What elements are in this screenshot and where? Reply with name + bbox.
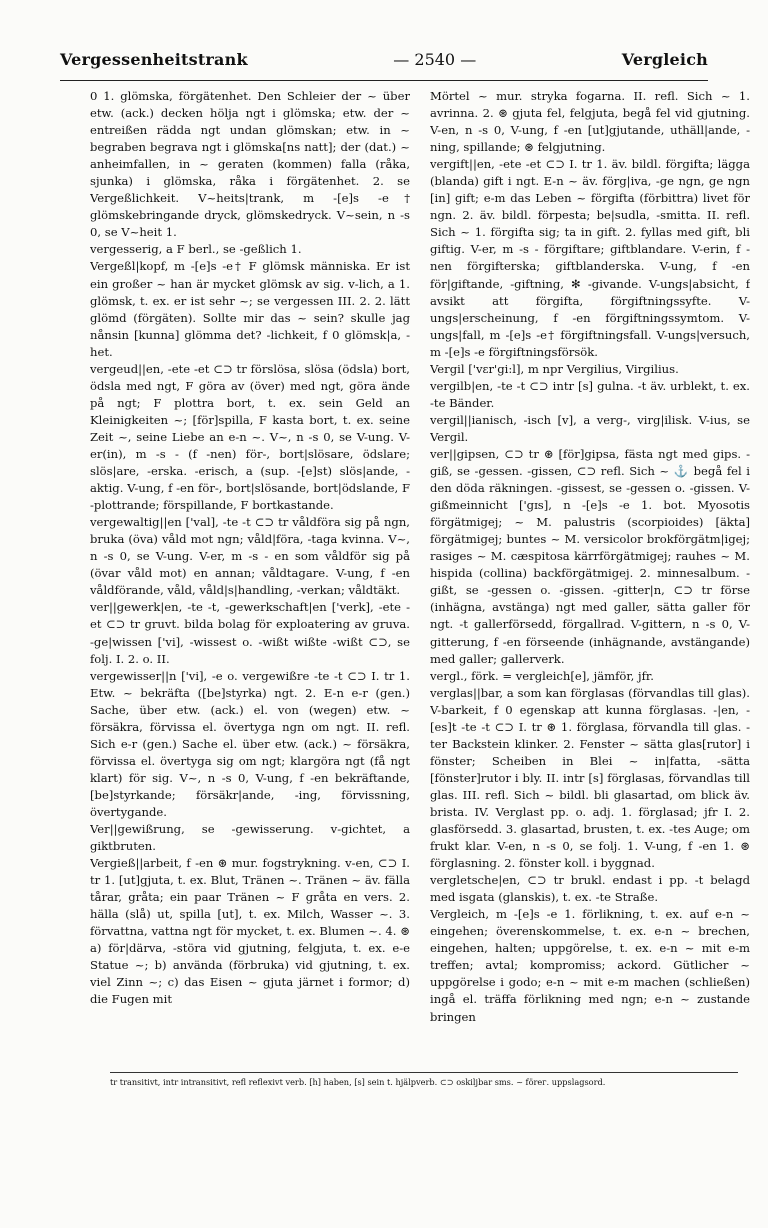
page-header <box>60 50 708 76</box>
dictionary-entry: Vergieß||arbeit, f -en ⊛ mur. fogstrykning. v-en, ⊂⊃ I. tr 1. [ut]gjuta, t. ex. Blut, Tränen ~. Tränen ~ äv. fälla tårar, gråta; ein paar Tränen ~ F gråta en vers. 2. hälla (slå) ut, spilla [ut], t. ex. Milch, Wasser ~. 3. förvattna, vattna ngt för mycket, t. ex. Blumen ~. 4. ⊛ a) för|därva, -störa vid gjutning, felgjuta, t. ex. e-e Statue ~; b) använda (förbruka) vid gjutning, t. ex. viel Zinn ~; c) das Eisen ~ gjuta järnet i formor; d) die Fugen mit <box>90 856 410 1007</box>
page-number: — 2540 — <box>393 50 477 69</box>
dictionary-entry: ver||gipsen, ⊂⊃ tr ⊛ [för]gipsa, fästa ngt med gips. -giß, se -gessen. -gissen, ⊂⊃ refl. Sich ~ ⚓ begå fel i den döda räkningen. -gissest, se -gessen o. -gissen. V-gißmeinnicht ['gɪs], n -[e]s -e 1. bot. Myosotis förgätmigej; ~ M. palustris (scorpioides) [äkta] förgätmigej; buntes ~ M. versicolor brokförgätm|igej; rasiges ~ M. cæspitosa kärrförgätmigej; rauhes ~ M. hispida (collina) backförgätmigej. 2. minnesalbum. -gißt, se -gessen o. -gissen. -gitter|n, ⊂⊃ tr förse (inhägna, avstänga) ngt med galler, sätta galler för ngt. -t gallerförsedd, förgallrad. V-gittern, n -s 0, V-gitterung, f -en förseende (inhägnande, avstängande) med galler; gallerverk. <box>430 446 750 666</box>
dictionary-entry: vergl., förk. = vergleich[e], jämför, jfr. <box>430 668 654 683</box>
dictionary-entry: vergletsche|en, ⊂⊃ tr brukl. endast i pp. -t belagd med isgata (glanskis), t. ex. -te Straße. <box>430 873 750 905</box>
dictionary-entry: Mörtel ~ mur. stryka fogarna. II. refl. Sich ~ 1. avrinna. 2. ⊛ gjuta fel, felgjuta, begå fel vid gjutning. V-en, n -s 0, V-ung, f -en [ut]gjutande, uthäll|ande, -ning, spillande; ⊛ felgjutning. <box>430 89 750 155</box>
dictionary-entry: vergewaltig||en ['val], -te -t ⊂⊃ tr våldföra sig på ngn, bruka (öva) våld mot ngn; våld|föra, -taga kvinna. V~, n -s 0, se V-ung. V-er, m -s - en som våldför sig på (övar våld mot) en annan; våldtagare. V-ung, f -en våldförande, våld, våld|s|handling, -verkan; våldtäkt. <box>90 515 410 598</box>
abbreviation-key: tr transitivt, intr intransitivt, refl reflexivt verb. [h] haben, [s] sein t. hjälpverb. ⊂⊃ oskiljbar sms. ~ förег. uppslagsord. <box>110 1077 606 1087</box>
dictionary-entry: vergeud||en, -ete -et ⊂⊃ tr förslösa, slösa (ödsla) bort, ödsla med ngt, F göra av (över) med ngt, göra ände på ngt; F plottra bort, t. ex. sein Geld an Kleinigkeiten ~; [för]spilla, F kasta bort, t. ex. seine Zeit ~, seine Liebe an e-n ~. V~, n -s 0, se V-ung. V-er(in), m -s - (f -nen) för-, bort|slösare, ödslare; slös|are, -erska. -erisch, a (sup. -[e]st) slös|ande, -aktig. V-ung, f -en för-, bort|slösande, bort|ödslande, F -plottrande; förspillande, F bortkastande. <box>90 361 410 513</box>
dictionary-entry: ver||gewerk|en, -te -t, -gewerkschaft|en ['verk], -ete -et ⊂⊃ tr gruvt. bilda bolag för exploatering av gruva. -ge|wissen ['vi], -wissest o. -wißt wißte -wißt ⊂⊃, se folj. I. 2. o. II. <box>90 600 410 666</box>
left-running-headword: Vergessenheitstrank <box>60 50 248 69</box>
left-column <box>90 88 410 1048</box>
dictionary-entry: vergesserig, a F berl., se -geßlich 1. <box>90 242 302 257</box>
dictionary-entry: Ver||gewißrung, se -gewisserung. v-gichtet, a giktbruten. <box>90 822 410 854</box>
right-column <box>430 88 750 1048</box>
dictionary-entry: vergilb|en, -te -t ⊂⊃ intr [s] gulna. -t äv. urblekt, t. ex. -te Bänder. <box>430 378 750 410</box>
header-rule <box>60 80 708 81</box>
right-running-headword: Vergleich <box>621 50 708 69</box>
dictionary-entry: 0 1. glömska, förgätenhet. Den Schleier der ~ über etw. (ack.) decken hölja ngt i glömska; etw. der ~ entreißen rädda ngt undan glömskan; etw. in ~ begraben begrava ngt i glömska[ns natt]; der (dat.) ~ anheimfallen, in ~ geraten (kommen) falla (råka, sjunka) i glömska, råka i förgätenhet. 2. se Vergeßlichkeit. V~heits|trank, m -[e]s -e† glömskebringande dryck, glömskedryck. V~sein, n -s 0, se V~heit 1. <box>90 89 410 240</box>
dictionary-entry: Vergeßl|kopf, m -[e]s -e† F glömsk människa. Er ist ein großer ~ han är mycket glömsk av sig. v-lich, a 1. glömsk, t. ex. er ist sehr ~; se vergessen III. 2. 2. lätt glömd (förgäten). Sollte mir das ~ sein? skulle jag nånsin [kunna] glömma det? -lichkeit, f 0 glömsk|a, -het. <box>90 259 410 359</box>
dictionary-entry: Vergil ['vεr'gi:l], m npr Vergilius, Virgilius. <box>430 361 679 376</box>
dictionary-entry: vergewisser||n ['vi], -e o. vergewißre -te -t ⊂⊃ I. tr 1. Etw. ~ bekräfta ([be]styrka) ngt. 2. E-n e-r (gen.) Sache, über etw. (ack.) el. von (wegen) etw. ~ försäkra, förvissa el. övertyga ngn om ngt. II. refl. Sich e-r (gen.) Sache el. über etw. (ack.) ~ försäkra, förvissa el. övertyga sig om ngt; klargöra ngt (få ngt klart) för sig. V~, n -s 0, V-ung, f -en bekräftande, [be]styrkande; försäkr|ande, -ing, förvissning, övertygande. <box>90 668 410 819</box>
dictionary-entry: vergift||en, -ete -et ⊂⊃ I. tr 1. äv. bildl. förgifta; lägga (blanda) gift i ngt. E-n ~ äv. förg|iva, -ge ngn, ge ngn [in] gift; e-m das Leben ~ förgifta (förbittra) livet för ngn. 2. äv. bildl. förpesta; be|sudla, -smitta. II. refl. Sich ~ 1. förgifta sig; ta in gift. 2. fyllas med gift, bli giftig. V-er, m -s - förgiftare; giftblandare. V-erin, f -nen förgifterska; giftblanderska. V-ung, f -en för|giftande, -giftning, ✻ -givande. V-ungs|absicht, f avsikt att förgifta, förgiftningssyfte. V-ungs|erscheinung, f -en förgiftningssymtom. V-ungs|fall, m -[e]s -e† förgiftningsfall. V-ungs|versuch, m -[e]s -e förgiftningsförsök. <box>430 157 750 359</box>
footer-rule <box>110 1072 738 1073</box>
dictionary-entry: verglas||bar, a som kan förglasas (förvandlas till glas). V-barkeit, f 0 egenskap att kunna förglasas. -|en, -[es]t -te -t ⊂⊃ I. tr ⊛ 1. förglasa, förvandla till glas. -ter Backstein klinker. 2. Fenster ~ sätta glas[rutor] i fönster; Scheiben in Blei ~ in|fatta, -sätta [fönster]rutor i bly. II. intr [s] förglasas, förvandlas till glas. III. refl. Sich ~ bildl. bli glasartad, om blick äv. brista. IV. Verglast pp. o. adj. 1. förglasad; jfr I. 2. glasförsedd. 3. glasartad, brusten, t. ex. -tes Auge; om frukt klar. V-en, n -s 0, se folj. 1. V-ung, f -en 1. ⊛ förglasning. 2. fönster koll. i byggnad. <box>430 685 750 871</box>
dictionary-entry: vergil||ianisch, -isch [v], a verg-, virg|ilisk. V-ius, se Vergil. <box>430 412 750 444</box>
dictionary-entry: Vergleich, m -[e]s -e 1. förlikning, t. ex. auf e-n ~ eingehen; överenskommelse, t. ex. e-n ~ brechen, eingehen, halten; uppgörelse, t. ex. e-n ~ mit e-m treffen; avtal; kompromiss; ackord. Gütlicher ~ uppgörelse i godo; e-n ~ mit e-m machen (schließen) ingå el. träffa förlikning med ngn; e-n ~ zustande bringen <box>430 907 750 1024</box>
